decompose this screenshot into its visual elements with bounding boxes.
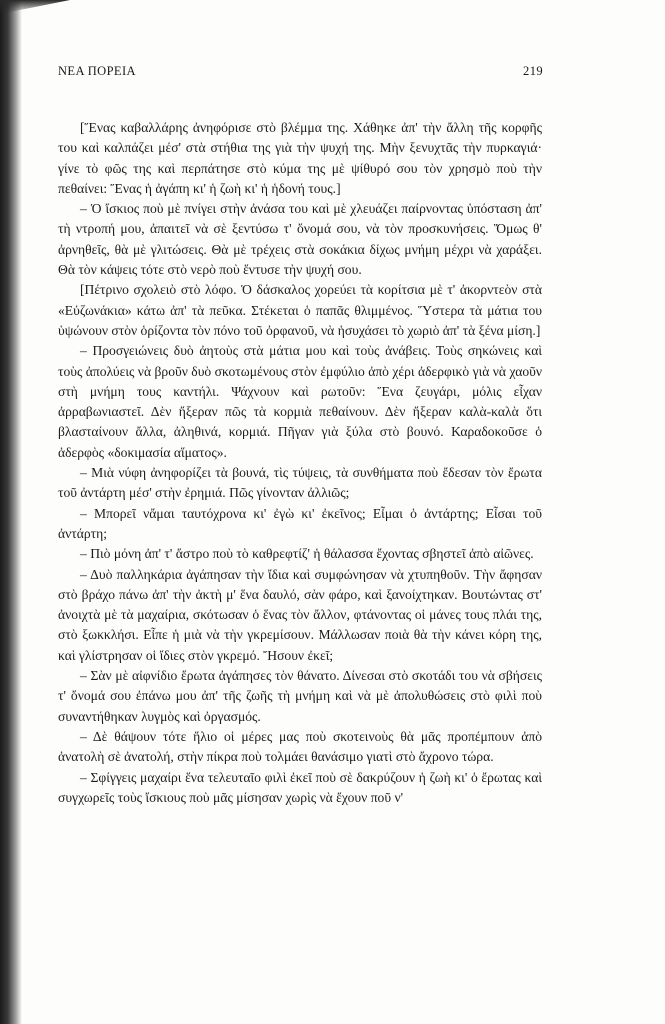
paragraph: – Μιὰ νύφη ἀνηφορίζει τὰ βουνά, τὶς τύψεις, τὰ συνθήματα ποὺ ἔδεσαν τὸν ἔρωτα τοῦ ἀντάρτη μέσ' στὴν ἐρημιά. Πῶς γίνονταν ἀλλιῶς; bbox=[58, 465, 542, 501]
paragraph: – Πιὸ μόνη ἀπ' τ' ἄστρο ποὺ τὸ καθρεφτίζ' ἡ θάλασσα ἔχοντας σβηστεῖ ἀπὸ αἰῶνες. bbox=[80, 546, 534, 562]
paragraph: – Σφίγγεις μαχαίρι ἕνα τελευταῖο φιλὶ ἐκεῖ ποὺ σὲ δακρύζουν ἡ ζωὴ κι' ὁ ἔρωτας καὶ συγχωρεῖς τοὺς ἴσκιους ποὺ μᾶς μίσησαν χωρὶς νὰ ἔχουν ποῦ ν' bbox=[58, 769, 542, 805]
paragraph: – Δὲ θάψουν τότε ἥλιο οἱ μέρες μας ποὺ σκοτεινοὺς θὰ μᾶς προπέμπουν ἀπὸ ἀνατολὴ σὲ ἀνατολή, στὴν πίκρα ποὺ τολμάει θανάσιμο γιατὶ στὸ ἄχρονο τώρα. bbox=[58, 728, 542, 765]
running-header bbox=[58, 64, 543, 79]
paragraph: – Σὰν μὲ αἰφνίδιο ἔρωτα ἀγάπησες τὸν θάνατο. Δίνεσαι στὸ σκοτάδι του νὰ σβήσεις τ' ὄνομά σου ἐπάνω μου ἀπ' τῆς ζωῆς τὴ μνήμη καὶ νὰ μὲ ἀπολυθώσεις στὸ φιλὶ ποὺ συναντήθηκαν λυγμὸς καὶ ὀργασμός. bbox=[58, 668, 542, 724]
paragraph: – Προσγειώνεις δυὸ ἀητοὺς στὰ μάτια μου καὶ τοὺς ἀνάβεις. Τοὺς σηκώνεις καὶ τοὺς ἀπολύεις νὰ βροῦν δυὸ σκοτωμένους στὸν ἐμφύλιο ἀπὸ χέρι ἀδερφικὸ γιὰ νὰ χαοῦν στὴ μνήμη τους καντήλι. Ψάχνουν καὶ ρωτοῦν: Ἕνα ζευγάρι, μόλις εἶχαν ἀρραβωνιαστεῖ. Δὲν ἤξεραν πῶς τὰ κορμιὰ πεθαίνουν. Δὲν ἤξεραν καλὰ-καλὰ ὅτι βλασταίνουν ἄλλα, ἀληθινά, κορμιά. Πῆγαν γιὰ ξύλα στὸ βουνό. Καραδοκοῦσε ὁ ἀδερφὸς «δοκιμασία αἵματος». bbox=[58, 343, 542, 460]
paragraph: – Ὁ ἴσκιος ποὺ μὲ πνίγει στὴν ἀνάσα του καὶ μὲ χλευάζει παίρνοντας ὑπόσταση ἀπ' τὴ ντροπή μου, ἀπαιτεῖ νὰ σὲ ξεντύσω τ' ὄνομά σου, νὰ τὸν προσκυνήσεις. Ὅμως θ' ἀρνηθεῖς, θὰ μὲ γλιτώσεις. Θὰ μὲ τρέχεις στὰ σοκάκια δίχως μνήμη μέχρι νὰ χαράξει. Θὰ τὸν κάψεις τότε στὸ νερὸ ποὺ ἔντυσε τὴν ψυχή σου. bbox=[58, 201, 542, 278]
page-corner-shadow bbox=[0, 0, 70, 14]
paragraph: [Πέτρινο σχολειὸ στὸ λόφο. Ὁ δάσκαλος χορεύει τὰ κορίτσια μὲ τ' ἀκορντεὸν στὰ «Εὐζωνάκια» κάτω ἀπ' τὰ πεῦκα. Στέκεται ὁ παπᾶς θλιμμένος. Ὕστερα τὰ μάτια του ὑψώνουν στὸν ὁρίζοντα τὸν πόνο τοῦ ὀρφανοῦ, νὰ ἡσυχάσει τὸ χωριὸ ἀπ' τὰ ξένα μίση.] bbox=[58, 282, 542, 338]
page-binding-shadow bbox=[0, 0, 22, 1024]
body-text bbox=[58, 118, 542, 808]
paragraph: [Ἕνας καβαλλάρης ἀνηφόρισε στὸ βλέμμα της. Χάθηκε ἀπ' τὴν ἄλλη τῆς κορφῆς του καὶ καλπάζει μέσ' στὰ στήθια της γιὰ τὴν ψυχή της. Μὴν ξενυχτᾶς τὴν πυρκαγιά· γίνε τὸ φῶς της καὶ περπάτησε στὸ κύμα της μὲ ψίθυρό σου τὸν χρησμὸ ποὺ τὴν πεθαίνει: Ἕνας ἡ ἀγάπη κι' ἡ ζωὴ κι' ἡ ἡδονή τους.] bbox=[58, 120, 542, 196]
paragraph: – Δυὸ παλληκάρια ἀγάπησαν τὴν ἴδια καὶ συμφώνησαν νὰ χτυπηθοῦν. Τὴν ἄφησαν στὸ βράχο πάνω ἀπ' τὴν ἀκτὴ μ' ἕνα δαυλό, σὰν φάρο, καὶ ξανοίχτηκαν. Βουτώντας στ' ἀνοιχτὰ μὲ τὰ μαχαίρια, σκότωσαν ὁ ἕνας τὸν ἄλλον, φτάνοντας οἱ μάνες τους πλάι της, στὸ ξωκκλήσι. Εἶπε ἡ μιὰ νὰ τὴν γκρεμίσουν. Μάλλωσαν ποιὰ θὰ τὴν κάνει κόρη της, καὶ γλίστρησαν οἱ ἴδιες στὸν γκρεμό. Ἤσουν ἐκεῖ; bbox=[58, 566, 542, 663]
page-number: 219 bbox=[523, 64, 543, 78]
paragraph: – Μπορεῖ νἄμαι ταυτόχρονα κι' ἐγὼ κι' ἐκεῖνος; Εἶμαι ὁ ἀντάρτης; Εἶσαι τοῦ ἀντάρτη; bbox=[58, 505, 542, 541]
running-title: ΝΕΑ ΠΟΡΕΙΑ bbox=[58, 64, 136, 78]
